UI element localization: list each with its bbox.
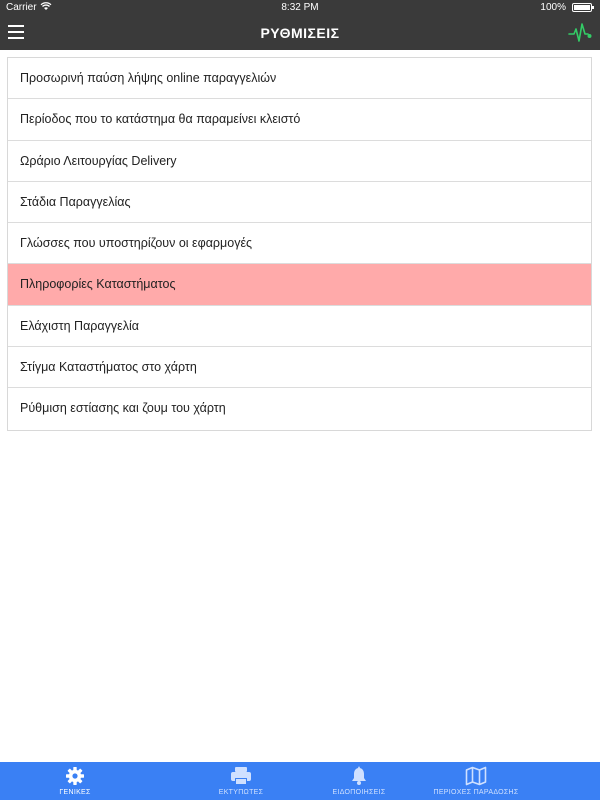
battery-icon xyxy=(572,3,592,12)
status-bar xyxy=(0,0,600,16)
page-title: ΡΥΘΜΙΣΕΙΣ xyxy=(260,25,340,41)
settings-list-item[interactable]: Προσωρινή παύση λήψης online παραγγελιών xyxy=(8,58,591,99)
settings-list-item[interactable]: Στίγμα Καταστήματος στο χάρτη xyxy=(8,347,591,388)
gear-icon xyxy=(0,766,150,786)
settings-list-item[interactable]: Ωράριο Λειτουργίας Delivery xyxy=(8,141,591,182)
tab-label: ΓΕΝΙΚΕΣ xyxy=(59,789,91,796)
navigation-bar xyxy=(0,16,600,50)
activity-pulse-icon[interactable] xyxy=(568,22,592,44)
tab-general[interactable] xyxy=(0,762,150,800)
tab-label: ΕΙΔΟΠΟΙΗΣΕΙΣ xyxy=(332,789,386,796)
settings-list-item[interactable]: Πληροφορίες Καταστήματος xyxy=(8,264,591,305)
map-icon xyxy=(401,766,551,786)
settings-list-item[interactable]: Περίοδος που το κατάστημα θα παραμείνει κλειστό xyxy=(8,99,591,140)
status-time: 8:32 PM xyxy=(281,2,319,13)
settings-list-item[interactable]: Γλώσσες που υποστηρίζουν οι εφαρμογές xyxy=(8,223,591,264)
tab-label: ΕΚΤΥΠΩΤΕΣ xyxy=(218,789,264,796)
settings-list-item[interactable]: Ελάχιστη Παραγγελία xyxy=(8,306,591,347)
settings-list-item[interactable]: Στάδια Παραγγελίας xyxy=(8,182,591,223)
settings-list-item[interactable]: Ρύθμιση εστίασης και ζουμ του χάρτη xyxy=(20,401,226,416)
bottom-tab-bar xyxy=(0,762,600,800)
tab-label: ΠΕΡΙΟΧΕΣ ΠΑΡΑΔΟΣΗΣ xyxy=(433,789,519,796)
tab-delivery-areas[interactable] xyxy=(401,762,551,800)
battery-percent: 100% xyxy=(540,2,566,13)
settings-list xyxy=(7,57,592,431)
carrier-label: Carrier xyxy=(6,2,37,13)
